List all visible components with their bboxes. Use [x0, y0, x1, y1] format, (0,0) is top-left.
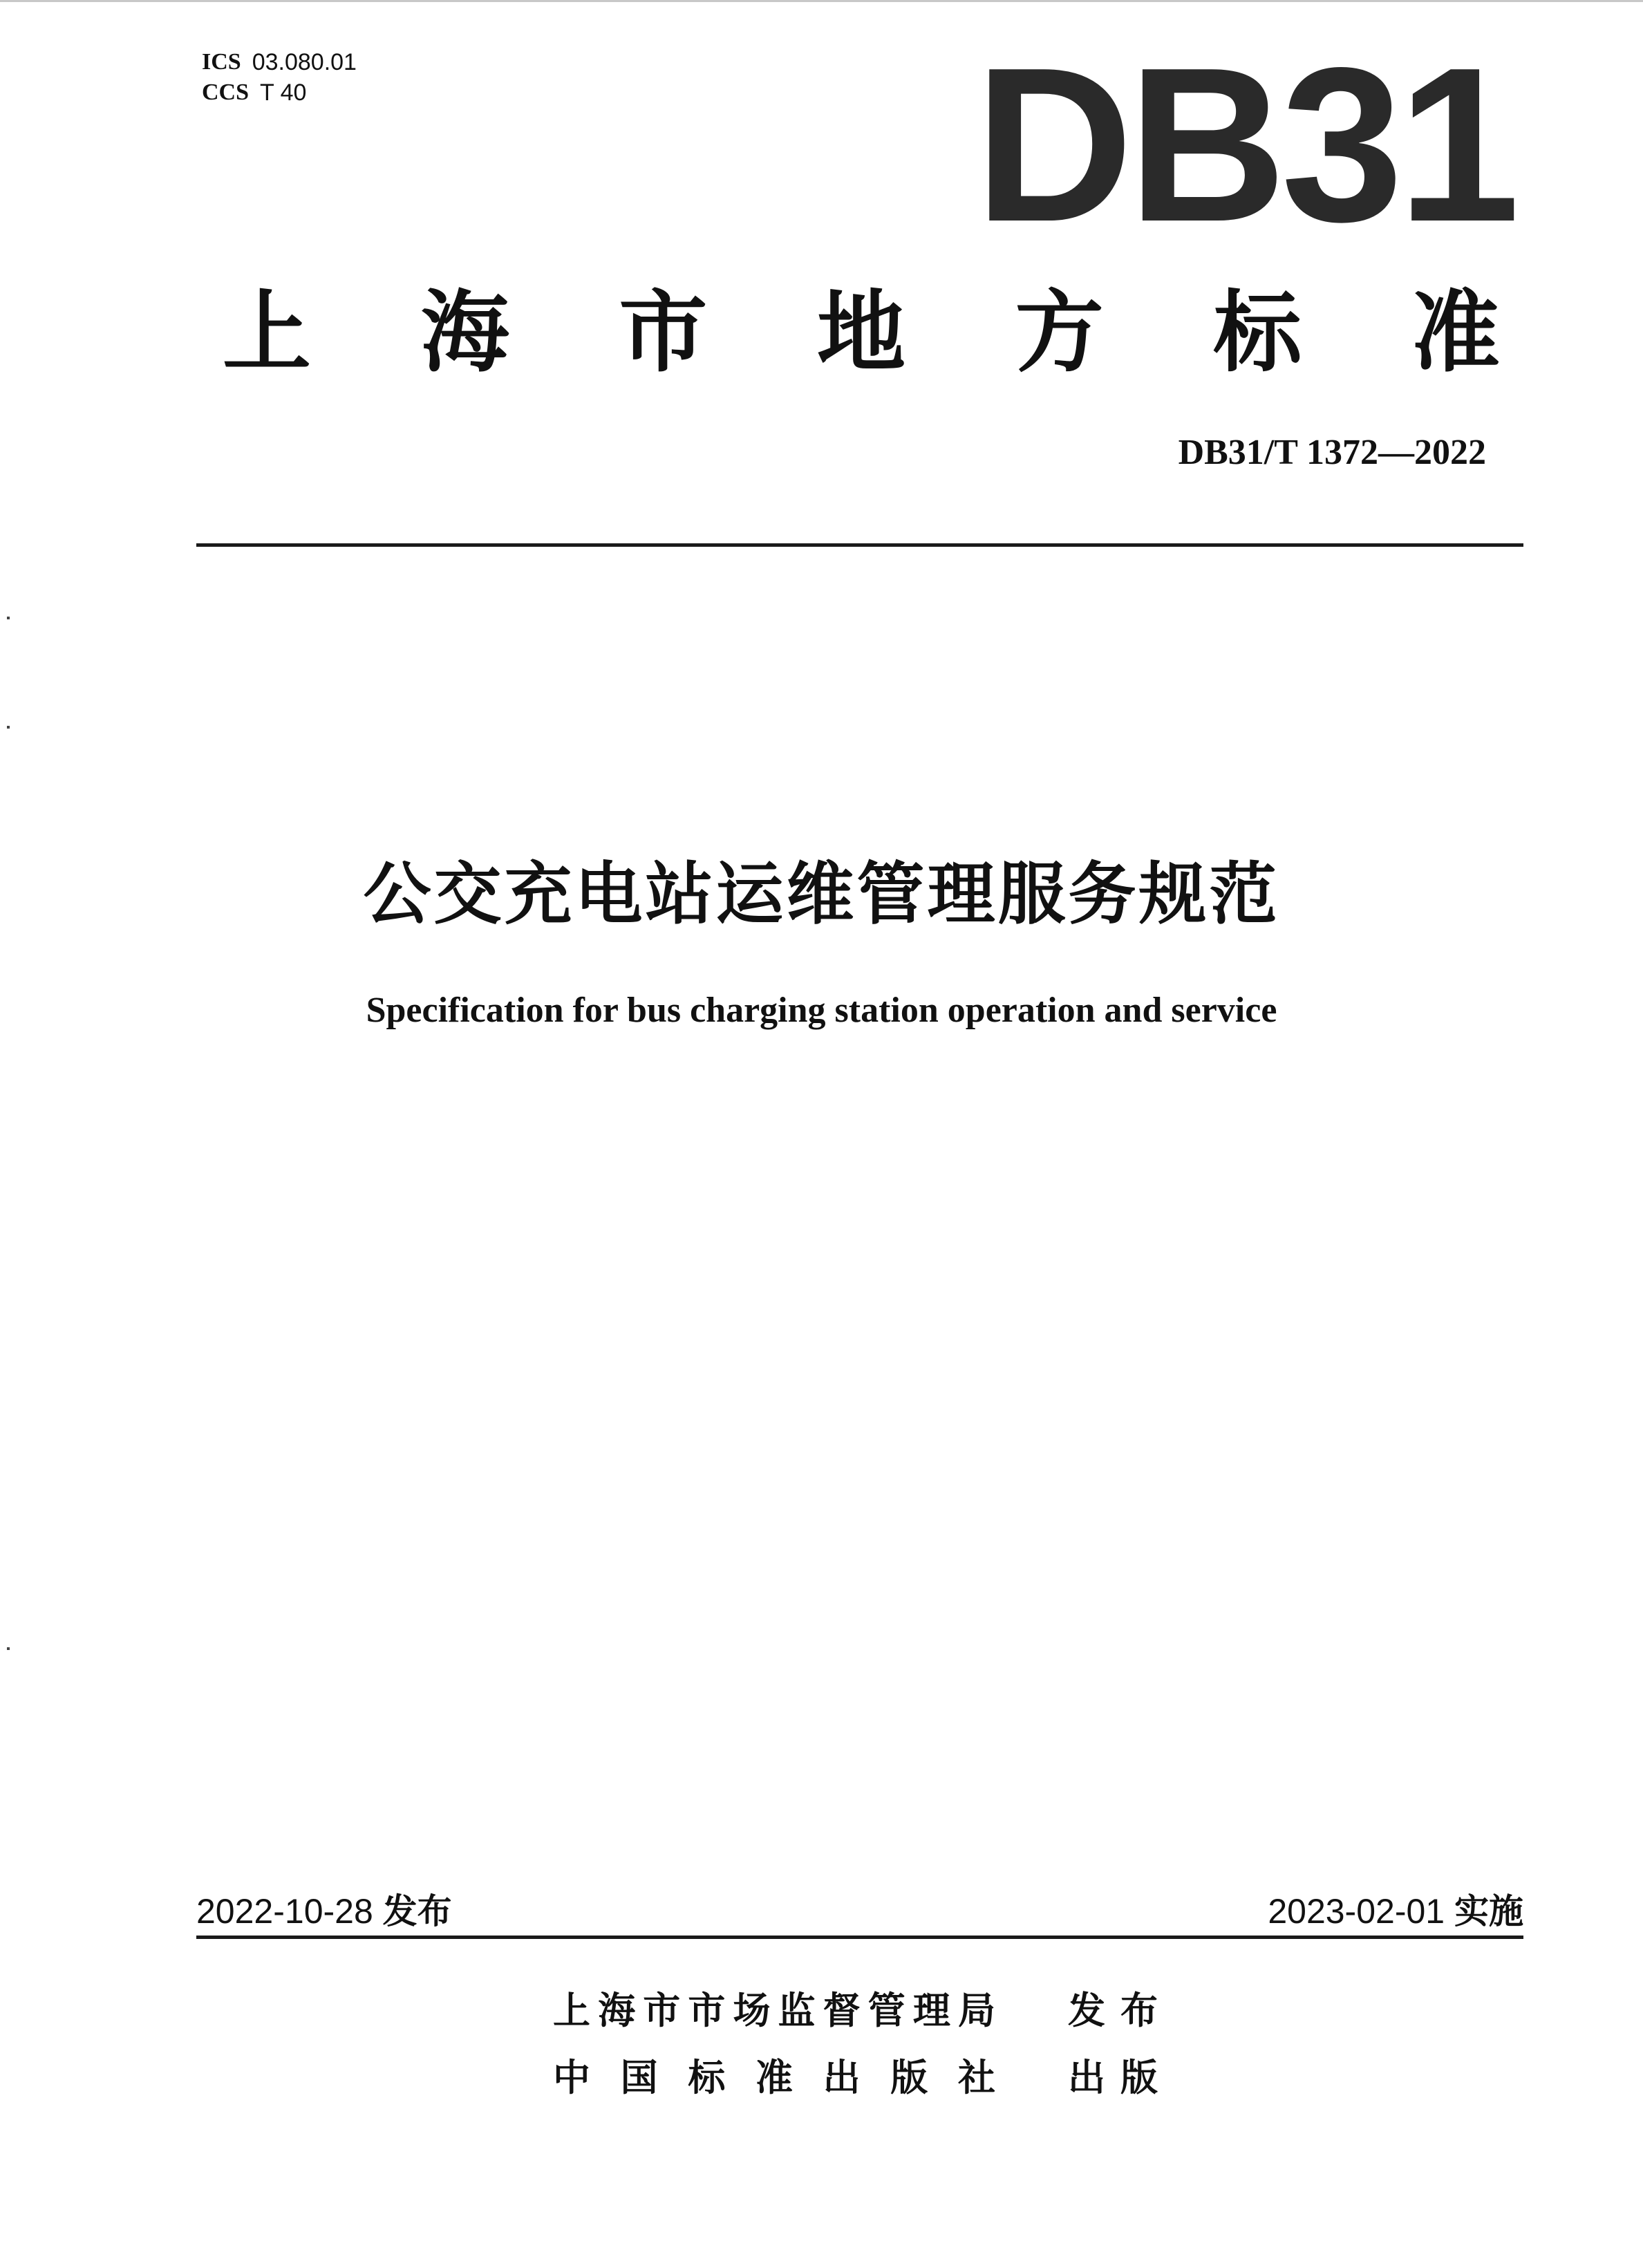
ics-code [202, 47, 357, 77]
publisher-char: 管 [867, 1988, 905, 2032]
implement-date-line [1175, 1884, 1523, 1933]
issue-date: 2022-10-28 [196, 1892, 373, 1931]
role-char: 布 [1120, 1988, 1158, 2032]
scan-edge-mark [7, 617, 10, 619]
publisher-char: 场 [733, 1988, 771, 2032]
ccs-code [202, 77, 357, 108]
publisher-char: 理 [912, 1988, 950, 2032]
publisher-name [553, 1983, 995, 2032]
standard-type-char: 方 [1015, 281, 1104, 384]
press-name [553, 2050, 995, 2099]
standard-type-char: 海 [420, 281, 509, 384]
issue-date-line [196, 1884, 452, 1933]
issue-label: 发布 [382, 1891, 452, 1931]
standard-type-char: 上 [223, 281, 312, 384]
footer-divider [196, 1936, 1523, 1939]
role-char: 版 [1120, 2055, 1158, 2099]
press-char: 社 [957, 2055, 995, 2099]
title-chinese: 公交充电站运维管理服务规范 [363, 855, 1280, 934]
publisher-char: 市 [688, 1988, 726, 2032]
standard-number: DB31/T 1372—2022 [1178, 433, 1486, 472]
title-english: Specification for bus charging station operation and service [366, 991, 1277, 1030]
press-char: 标 [688, 2055, 726, 2099]
publisher-char: 上 [553, 1988, 590, 2032]
scan-edge-mark [7, 726, 10, 729]
implement-label: 实施 [1454, 1891, 1523, 1931]
role-char: 发 [1068, 1988, 1105, 2032]
press-role [1068, 2050, 1158, 2099]
db31-logo: DB31 [975, 22, 1515, 268]
publisher-char: 监 [778, 1988, 816, 2032]
ics-value: 03.080.01 [252, 49, 357, 75]
press-char: 版 [890, 2055, 928, 2099]
standard-type-heading [223, 273, 1500, 384]
ccs-value: T 40 [260, 79, 307, 106]
press-char: 国 [620, 2055, 658, 2099]
press-char: 准 [755, 2055, 793, 2099]
publisher-char: 局 [957, 1988, 995, 2032]
standard-type-char: 准 [1411, 281, 1500, 384]
publisher-role [1068, 1983, 1158, 2032]
publisher-char: 市 [643, 1988, 681, 2032]
implement-date: 2023-02-01 [1268, 1892, 1445, 1931]
publisher-char: 海 [598, 1988, 636, 2032]
standard-type-char: 市 [619, 281, 708, 384]
standard-type-char: 标 [1213, 281, 1302, 384]
scan-edge-mark [7, 1647, 10, 1650]
ics-label: ICS [202, 49, 241, 75]
scan-top-edge [0, 0, 1643, 2]
header-divider [196, 543, 1523, 547]
standard-type-char: 地 [816, 281, 905, 384]
press-char: 中 [553, 2055, 590, 2099]
classification-codes [202, 47, 357, 108]
press-char: 出 [823, 2055, 861, 2099]
publisher-char: 督 [823, 1988, 861, 2032]
role-char: 出 [1068, 2055, 1105, 2099]
ccs-label: CCS [202, 79, 250, 105]
